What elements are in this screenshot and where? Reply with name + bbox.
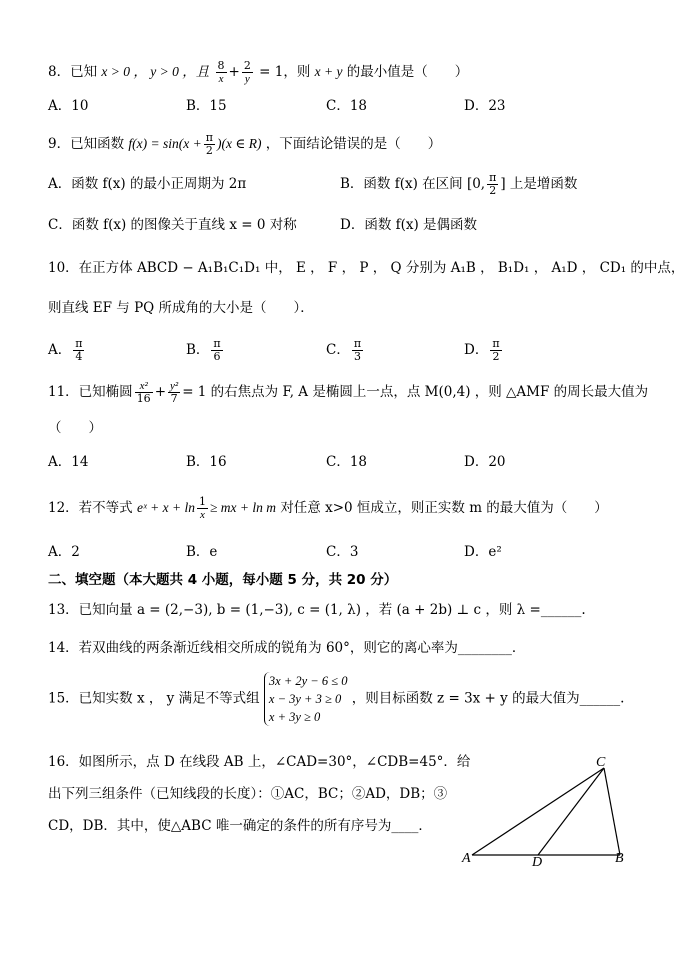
q9-option-b-fraction: $\frac{\pi}{2}$ [489, 171, 497, 197]
q15-inequality-2: x − 3y + 3 ≥ 0 [268, 692, 342, 706]
q9-fraction: $\frac{\pi}{2}$ [205, 131, 213, 157]
q12-prefix: 12．若不等式 [48, 500, 133, 516]
q11-option-a: A．14 [48, 454, 89, 470]
q12-expression-pre: eˣ + x + ln [136, 500, 195, 515]
q8-condition: x > 0 ， y > 0 ，且 [101, 64, 210, 79]
q15-prefix: 15．已知实数 x ， y 满足不等式组 [48, 690, 260, 707]
q12-option-d: D．e² [464, 544, 502, 560]
q9-option-b-pre: B．函数 f(x) 在区间 [340, 176, 463, 192]
q11-suffix: = 1 的右焦点为 F, A 是椭圆上一点，点 M(0,4) ，则 △AMF 的周长最大值为 [182, 384, 649, 400]
q11-option-c: C．18 [326, 454, 368, 470]
q12-option-a: A．2 [48, 544, 80, 560]
q11-fraction-1: $\frac{\text{x²}}{16}$ [136, 380, 151, 405]
q11-option-d: D．20 [464, 454, 506, 470]
q11-option-b: B．16 [186, 454, 227, 470]
q15-inequality-system [264, 672, 348, 726]
q8-prefix: 8．已知 [48, 64, 98, 80]
question-9 [48, 132, 441, 157]
q15-inequality-1: 3x + 2y − 6 ≤ 0 [268, 674, 348, 688]
q11-prefix: 11．已知椭圆 [48, 384, 133, 400]
question-13: 13．已知向量 a = (2,−3), b = (1,−3), c = (1, λ) ，若 (a + 2b) ⊥ c ，则 λ =______. [48, 602, 586, 618]
q9-paren-open: (x + [178, 136, 202, 151]
q15-inequality-3: x + 3y ≥ 0 [268, 710, 321, 724]
q9-function: f(x) = sin [128, 136, 179, 151]
question-16-line-1: 16．如图所示，点 D 在线段 AB 上，∠CAD=30°，∠CDB=45°．给 [48, 754, 471, 770]
section-fill-in-heading: 二、填空题（本大题共 4 小题，每小题 5 分，共 20 分） [48, 572, 398, 588]
q8-fraction-1: $\frac{8}{x}$ [217, 59, 225, 85]
q10-option-c: C． $\frac{\pi}{3}$ [326, 337, 362, 363]
q12-suffix: 对任意 x>0 恒成立，则正实数 m 的最大值为（ ） [280, 500, 608, 516]
question-14: 14．若双曲线的两条渐近线相交所成的锐角为 60°，则它的离心率为________． [48, 640, 526, 656]
segment-bc [604, 768, 620, 855]
q9-paren-close: )(x ∈ R) [216, 136, 262, 151]
q8-option-c: C．18 [326, 98, 368, 114]
q9-option-b-post: 上是增函数 [509, 176, 578, 192]
question-10-line-1: 10．在正方体 ABCD − A₁B₁C₁D₁ 中， E ， F ， P ， Q 分别为 A₁B ， B₁D₁ ， A₁D ， CD₁ 的中点， [48, 260, 685, 276]
q9-interval-close: ] [500, 176, 506, 192]
question-10-line-2: 则直线 EF 与 PQ 所成角的大小是（ ）． [48, 300, 314, 316]
q15-suffix: ，则目标函数 z = 3x + y 的最大值为______. [351, 690, 625, 707]
q12-expression-post: ≥ mx + ln m [210, 500, 277, 515]
q9-interval-open: [0, [466, 176, 486, 192]
q8-option-d: D．23 [464, 98, 506, 114]
q8-expression: x + y [314, 64, 343, 79]
q12-fraction: $\frac{1}{x}$ [199, 495, 206, 521]
question-8: 8．已知 x > 0 ， y > 0 ，且 $\frac{8}{x}$ + $\frac{2}{y}$ = 1，则 x + y 的最小值是（ ） [48, 59, 469, 85]
segment-ac [472, 768, 604, 855]
q8-fraction-2: $\frac{2}{y}$ [243, 59, 251, 85]
q9-option-c: C．函数 f(x) 的图像关于直线 x = 0 对称 [48, 217, 297, 233]
question-16-line-3: CD，DB．其中，使△ABC 唯一确定的条件的所有序号为____． [48, 818, 432, 834]
segment-dc [538, 768, 604, 855]
question-15 [48, 672, 624, 726]
q8-option-b: B．15 [186, 98, 227, 114]
q9-prefix: 9．已知函数 [48, 136, 125, 152]
q10-option-b: B． $\frac{\pi}{6}$ [186, 337, 221, 363]
label-c: C [596, 755, 606, 770]
q9-option-b [340, 172, 577, 197]
q10-option-d: D． $\frac{\pi}{2}$ [464, 337, 500, 363]
q11-plus: + [154, 384, 166, 400]
label-d: D [532, 855, 543, 870]
label-a: A [462, 851, 471, 866]
q10-option-a: A． $\frac{\pi}{4}$ [48, 337, 83, 363]
question-16-line-2: 出下列三组条件（已知线段的长度）：①AC，BC；②AD，DB；③ [48, 786, 448, 802]
question-11 [48, 380, 648, 405]
triangle-figure [460, 750, 640, 870]
label-b: B [615, 851, 624, 866]
q8-option-a: A．10 [48, 98, 89, 114]
q12-option-b: B．e [186, 544, 218, 560]
q12-option-c: C．3 [326, 544, 359, 560]
question-11-line-2: （ ） [48, 420, 102, 436]
question-12 [48, 496, 608, 521]
q11-fraction-2: $\frac{\text{y²}}{7}$ [170, 380, 179, 405]
q9-option-a: A．函数 f(x) 的最小正周期为 2π [48, 176, 247, 192]
q8-equation: = 1，则 [259, 64, 311, 80]
q9-option-d: D．函数 f(x) 是偶函数 [340, 217, 478, 233]
q8-suffix: 的最小值是（ ） [346, 64, 469, 80]
q9-suffix: ，下面结论错误的是（ ） [265, 136, 442, 152]
